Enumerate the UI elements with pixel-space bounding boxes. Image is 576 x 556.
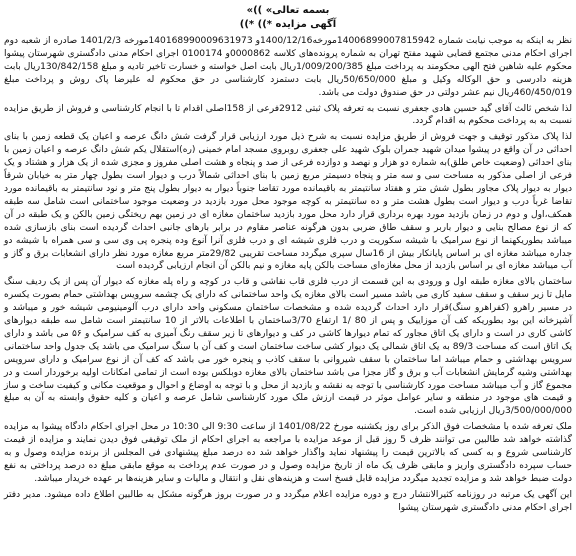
paragraph-auction-terms: ملک تعرفه شده با مشخصات فوق الذکر برای روز یکشنبه مورخ 1401/08/22 از ساعت 9:30 الی 10:30 در محل اجرای احکام دادگاه پیشوا به مزایده گذاشته خواهد شد طالبین می توانند ظرف 5 روز قبل از موعد مزایده با مراجعه به اجرای احکام از ملک توقیفی فوق دیدن نمایند و مزایده از قیمت کارشناسی شروع و به کسی که بالاترین قیمت را پیشنهاد نماید واگذار خواهد شد ده درصد مبلغ پیشنهادی فی المجلس از برنده مزایده وصول و به حساب سپرده دادگستری واریز و مابقی ظرف یک ماه از تاریخ مزایده وصول و در صورت عدم پرداخت به موقع مابقی مبلغ ده درصد پرداختی به نفع دولت ضبط خواهد شد و مزایده تجدید میگردد مزایده قابل فسخ است و هزینه‌های نقل و انتقال و مالیات و سایر هزینه‌ها بر عهده خریدار میباشد.: [4, 422, 572, 484]
paragraph-closing: این آگهی یک مرتبه در روزنامه کثیرالانتشار درج و دوره مزایده اعلام میگردد و در صورت بروز هرگونه مشکل به طالبین اطلاع داده میشود. مدیر دفتر اجرای احکام مدنی دادگستری شهرستان پیشوا: [4, 489, 572, 513]
basmala-heading: بسمه تعالی» ))»: [246, 5, 330, 16]
notice-title: آگهی مزایده *)) *)): [239, 19, 337, 30]
paragraph-third-party: لذا شخص ثالث آقای گید حسین هادی جعفری نسبت به تعرفه پلاک ثبتی 2912فرعی از 158اصلی اقدام تا با انجام کارشناسی و فروش از طریق مزایده نسبت به به پرداخت محکوم به اقدام گردد.: [4, 103, 572, 127]
paragraph-property-description: لذا پلاک مذکور توقیف و جهت فروش از طریق مزایده نسبت به شرح ذیل مورد ارزیابی قرار گرفت شش دانگ عرصه و اعیان یک قطعه زمین با بنای احداثی در آن واقع در پیشوا میدان شهید جمران بلوک شهید علی جعفری روبروی مسجد امام خمینی (ره)استقلال یکم شش دانگ عرصه و اعیان زمین با بنای احداثی (وضعیت خاص طلق)به شماره دو هزار و نهصد و دوازده فرعی از صد و پنجاه و هشت اصلی مفروز و مجزی شده از یک هزار و هشتاد و یک فرعی از اصلی مذکور به مساحت سی و سه متر و پنجاه دسیمتر مربع زمین با بنای احداثی شمالاً درب و دیوار است بطول چهار متر به خیابان شرقاً دیوار به دیوار پلاک مجاور بطول شش متر و هفتاد سانتیمتر به باقیمانده مورد تقاضا جنوباً دیوار به دیوار بطول پنج متر و نود سانتیمتر به باقیمانده مورد تقاضا غرباً درب و دیوار است بطول هشت متر و ده سانتیمتر به کوچه موجود محل مورد بازدید در وضعیت موجود ساختمانی است شامل سه طبقه همکف،اول و دوم در زمان بازدید مورد بهره برداری قرار دارد محل مورد بازدید ساختمان مغازه ای در زمین بهم ریختگی زمین بالکن و یک طبقه در آن که از نوع مصالح بنایی و دیوار باربر و سقف طاق ضربی بدون هرگونه عناصر مقاوم در برابر بارهای جانبی احداث گردیده است بنای بازسازی شده میباشد بطوریکهنما از نوع سرامیک با شیشه سکوریت و درب فلزی شیشه ای و درب فلزی آنرا آنوع وده پنجره پی وی سی و سی همراه با شیشه دو جداره میباشد مغازه ای بر اساس پایانکار بیش از 16سال سپری میگردد مساحت تقریبی 29/82متر مربع مغازه مورد نظر دارای انشعابات برق و گاز و آب میباشد مغازه ای بر اساس بازدید از محل مغازه‌ای مساحت بالکن پایه مغازه و نیم بالکن آن انجام ارزیابی گردیده است: [4, 132, 573, 272]
paragraph-building-details: ساختمان بالای مغازه طبقه اول و ورودی به این قسمت از درب فلزی قاب نقاشی و قاب در کوچه و راه پله مغازه که دیوار آن پس از یک ردیف سنگ مایل تا زیر سقف و سقف سفید کاری می باشد مسیر است بالای مغازه یک واحد ساختمانی که دارای یک چشمه سرویس بهداشتی حمام بصورت یکسره در مسیر راهرو (کفراهرو سنگ)قرار دارد احداث گردیده شده و مشخصات ساختمان مسکونی واحد دارای درب آلومینیومی شیشه خور و میباشد و آشپزخانه این بود بطوریکه کف آن موزاییک و پس از 80 /1 ارتفاع 3/70ساختمان با اطلاعات بالاتر از 10 سانتیمتر است شامل سه طبقه دیوارهای کاشی کاری در است و دارای یک اتاق مجاور که تمام دیوارها کاشی در کف و دیوارهای تا زیر سقف رنگ آمیزی به کف سرامیک و ۵۶ می باشد و دارای یک اتاق است که مساحت 89/3 به یک اتاق شمالی یک دیوار کشی ساخت ساختمان است و کف آن با سنگ سرامیک می باشد یک جدول واحد ساختمانی سرویس بهداشتی و حمام میباشد اما ساختمان با سقف شیروانی با سقف کاذب و پنجره خور می باشد که کف آن از نوع سرامیک و دارای سرویس بهداشتی وشیه گرمایش انشعابات آب و برق و گاز مجزا می باشد ساختمان بالای مغازه دوبلکس بوده است از تمامی امکانات اولیه برخوردار است و در مجموع گاز و آب میباشد مساحت مورد کارشناسی با توجه به نقشه و بازدید از محل و با توجه به اوضاع و احوال و موقعیت مکانی و کیفیت ساخت و ساز و قیمت های موجود در منطقه و سایر عوامل موثر در قیمت ارزش ملک مورد کارشناسی شامل عرصه و اعیان و کلیه حقوق وابسته به آن به مبلغ 3/500/000/000ریال ارزیابی شده است.: [4, 277, 572, 417]
paragraph-judgment: نظر به اینکه به موجب نیابت شماره 14006899007815942مورخه1400/12/16و 140168990009631973مورخه 1401/2/3 صادره از شعبه دوم اجرای احکام مدنی مجتمع قضایی شهید مفتح تهران به شماره پرونده‌های کلاسه 0000862و 0100174 اجرای احکام مدنی دادگستری شهرستان پیشوا محکوم علیه شاهین فتح الهی محکومند به پرداخت مبلغ 1/009/200/385ریال بابت اصل خواسته و خسارت تاخیر تادیه و مبلغ 130/842/158ریال بابت هزینه دادرسی و حق الوکاله وکیل و مبلغ 50/650/000ریال بابت دستمزد کارشناسی در حق محکوم له علیرضا پاک روش و پرداخت مبلغ 460/450/019ریال نیم عشر دولتی در حق صندوق دولت می باشد.: [4, 36, 572, 98]
